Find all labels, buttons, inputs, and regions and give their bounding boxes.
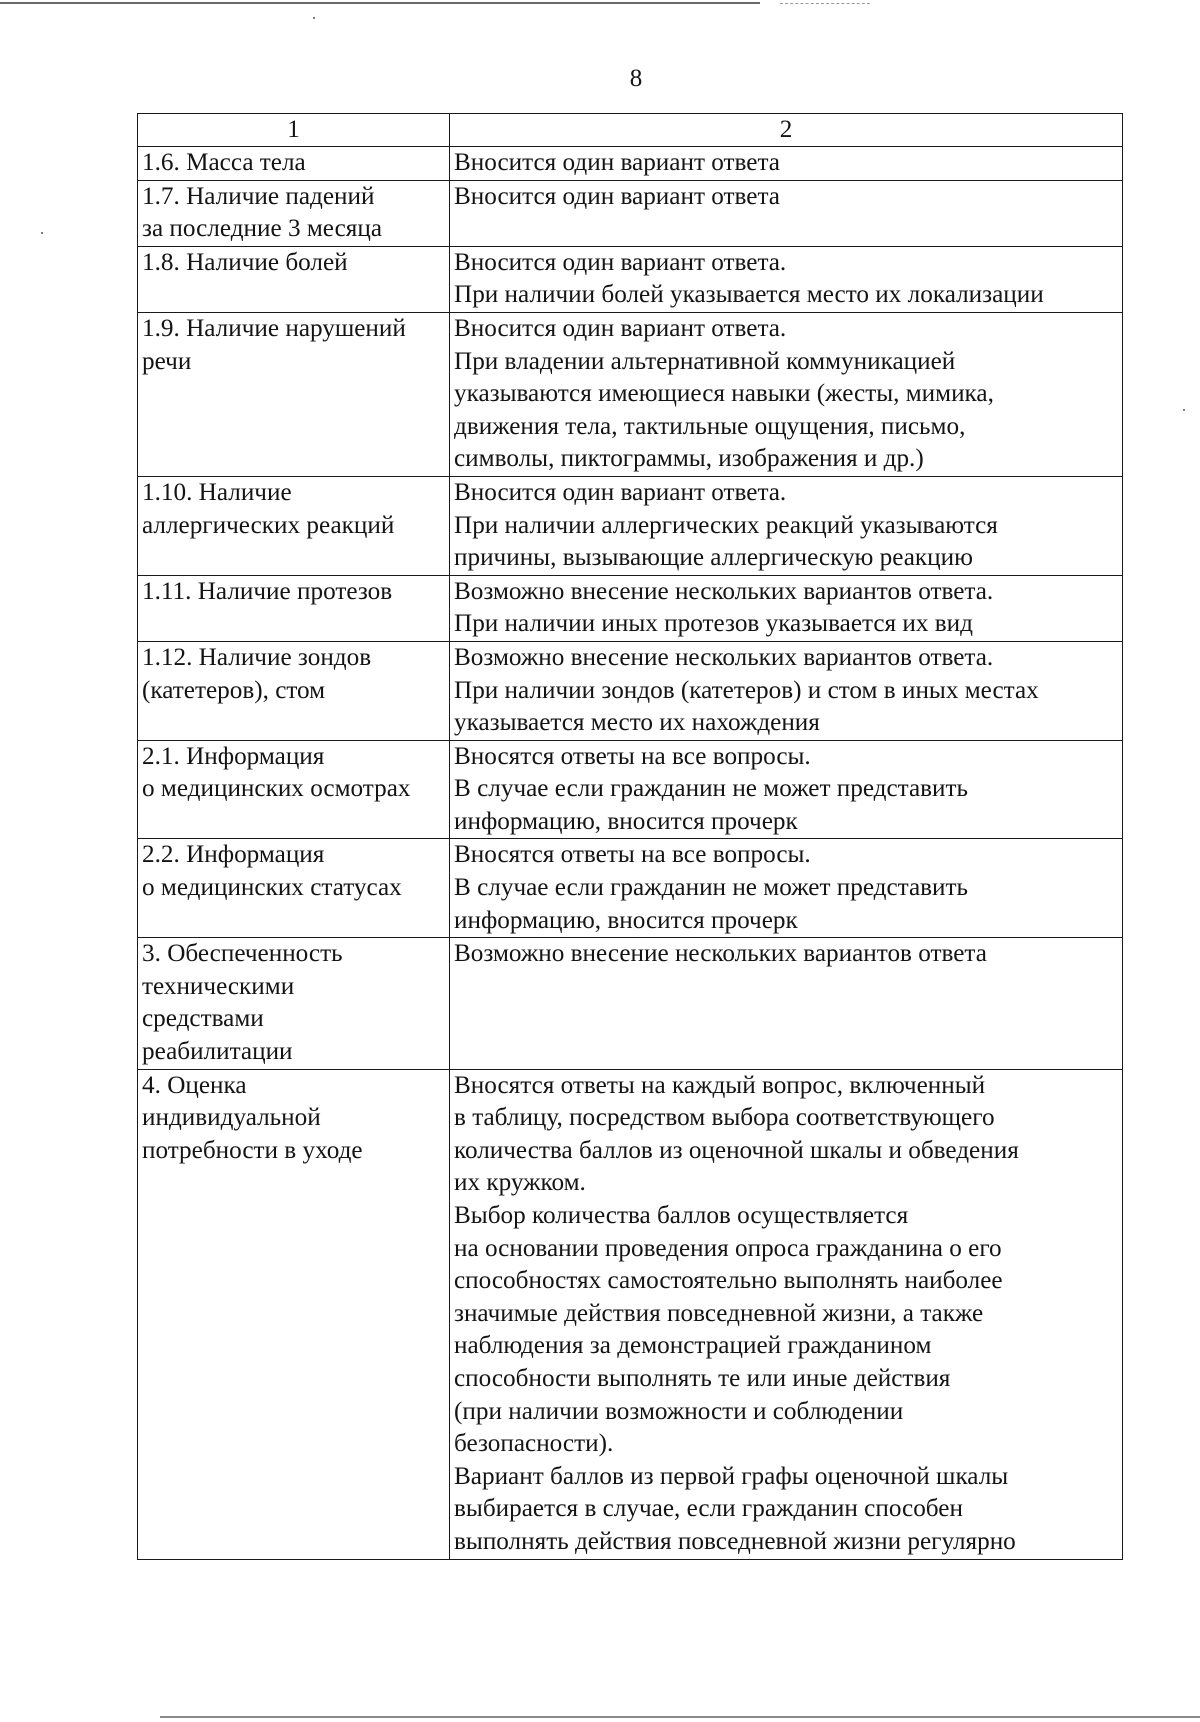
field-name-line: 4. Оценка <box>142 1071 247 1099</box>
instruction-cell <box>450 938 1123 1069</box>
table-row <box>138 575 1123 641</box>
field-name-line: 1.6. Масса тела <box>142 149 306 176</box>
instruction-line: безопасности). <box>454 1430 614 1458</box>
table-row <box>138 641 1123 740</box>
instruction-line: Вносятся ответы на каждый вопрос, включенный <box>454 1071 986 1099</box>
scan-speck <box>313 17 315 19</box>
field-name-cell <box>138 575 450 641</box>
instruction-line: способности выполнять те или иные действия <box>454 1364 951 1392</box>
instruction-line: способностях самостоятельно выполнять наиболее <box>454 1267 1003 1295</box>
instruction-line: Вносится один вариант ответа. <box>454 248 787 276</box>
instruction-line: количества баллов из оценочной шкалы и обведения <box>454 1136 1019 1164</box>
field-name-cell <box>138 1069 450 1559</box>
instruction-cell <box>450 641 1123 740</box>
instruction-line: Вариант баллов из первой графы оценочной шкалы <box>454 1462 1009 1490</box>
field-name-line: 2.2. Информация <box>142 841 325 869</box>
table-row <box>138 938 1123 1069</box>
field-name-cell <box>138 147 450 181</box>
instruction-line: выполнять действия повседневной жизни регулярно <box>454 1527 1016 1555</box>
instruction-line: Вносятся ответы на все вопросы. <box>454 742 811 770</box>
field-name-cell <box>138 839 450 938</box>
field-name-line: реабилитации <box>142 1038 293 1066</box>
top-scan-rule-right <box>780 3 870 4</box>
instruction-line: информацию, вносится прочерк <box>454 807 798 835</box>
instruction-line: В случае если гражданин не может представить <box>454 874 969 902</box>
instruction-line: Возможно внесение нескольких вариантов ответа. <box>454 643 994 671</box>
field-name-line: техническими <box>142 972 295 1000</box>
field-name-line: за последние 3 месяца <box>142 215 383 243</box>
column-header-1: 1 <box>138 114 450 147</box>
instruction-line: указываются имеющиеся навыки (жесты, мимика, <box>454 380 994 408</box>
field-name-line: 1.10. Наличие <box>142 478 292 506</box>
table-row <box>138 740 1123 839</box>
field-name-line: 1.11. Наличие протезов <box>142 577 393 605</box>
field-name-cell <box>138 312 450 476</box>
field-name-line: аллергических реакций <box>142 511 395 539</box>
instruction-cell <box>450 839 1123 938</box>
bottom-scan-rule <box>160 1716 1200 1718</box>
table-row <box>138 312 1123 476</box>
field-name-line: (катетеров), стом <box>142 676 326 704</box>
instruction-line: Вносится один вариант ответа <box>454 182 780 210</box>
instruction-line: информацию, вносится прочерк <box>454 906 798 934</box>
instruction-line: Вносятся ответы на все вопросы. <box>454 841 811 869</box>
instruction-line: При наличии иных протезов указывается их вид <box>454 610 973 638</box>
field-name-line: индивидуальной <box>142 1104 321 1132</box>
instruction-line: указывается место их нахождения <box>454 709 820 737</box>
table-row <box>138 180 1123 246</box>
instruction-cell <box>450 246 1123 312</box>
instruction-line: При наличии болей указывается место их локализации <box>454 281 1044 309</box>
instruction-line: символы, пиктограммы, изображения и др.) <box>454 445 924 473</box>
page-number: 8 <box>629 65 643 92</box>
instruction-line: в таблицу, посредством выбора соответствующего <box>454 1104 995 1132</box>
field-name-line: средствами <box>142 1005 264 1033</box>
instruction-line: значимые действия повседневной жизни, а также <box>454 1299 984 1327</box>
instruction-line: (при наличии возможности и соблюдении <box>454 1397 904 1425</box>
field-name-line: 1.12. Наличие зондов <box>142 643 372 671</box>
instruction-line: наблюдения за демонстрацией гражданином <box>454 1332 932 1360</box>
field-name-line: 1.8. Наличие болей <box>142 248 348 276</box>
field-name-cell <box>138 740 450 839</box>
instruction-line: При наличии зондов (катетеров) и стом в иных местах <box>454 676 1039 704</box>
top-scan-rule <box>0 2 760 4</box>
instruction-line: Вносится один вариант ответа. <box>454 314 787 342</box>
field-name-line: 3. Обеспеченность <box>142 940 343 968</box>
instruction-cell <box>450 1069 1123 1559</box>
instruction-cell <box>450 476 1123 575</box>
table-row <box>138 147 1123 181</box>
scan-speck <box>1183 409 1185 411</box>
instruction-cell <box>450 312 1123 476</box>
instruction-line: При наличии аллергических реакций указываются <box>454 511 998 539</box>
field-name-line: о медицинских осмотрах <box>142 775 411 803</box>
field-name-line: о медицинских статусах <box>142 874 402 902</box>
instruction-cell <box>450 575 1123 641</box>
instruction-line: Вносится один вариант ответа <box>454 149 780 176</box>
table-row <box>138 839 1123 938</box>
instruction-cell <box>450 740 1123 839</box>
table-row <box>138 1069 1123 1559</box>
table-header-row <box>138 114 1123 147</box>
instruction-line: Возможно внесение нескольких вариантов ответа. <box>454 577 994 605</box>
field-name-line: 2.1. Информация <box>142 742 325 770</box>
instruction-cell <box>450 180 1123 246</box>
field-name-line: 1.7. Наличие падений <box>142 182 375 210</box>
field-name-cell <box>138 641 450 740</box>
instruction-cell <box>450 147 1123 181</box>
field-name-line: 1.9. Наличие нарушений <box>142 314 406 342</box>
instruction-line: Вносится один вариант ответа. <box>454 478 787 506</box>
field-name-cell <box>138 246 450 312</box>
field-name-line: потребности в уходе <box>142 1136 363 1164</box>
column-header-2: 2 <box>450 114 1123 147</box>
instruction-line: Возможно внесение нескольких вариантов ответа <box>454 940 987 968</box>
instruction-line: Выбор количества баллов осуществляется <box>454 1202 909 1229</box>
instruction-line: на основании проведения опроса гражданина о его <box>454 1234 1002 1262</box>
field-name-cell <box>138 938 450 1069</box>
table-row <box>138 476 1123 575</box>
instruction-line: При владении альтернативной коммуникацией <box>454 347 956 375</box>
field-name-line: речи <box>142 347 192 375</box>
instruction-line: движения тела, тактильные ощущения, письмо, <box>454 412 966 440</box>
field-name-cell <box>138 180 450 246</box>
instruction-line: причины, вызывающие аллергическую реакцию <box>454 544 973 572</box>
table-row <box>138 246 1123 312</box>
instructions-table <box>137 113 1123 1560</box>
instruction-line: выбирается в случае, если гражданин способен <box>454 1495 963 1523</box>
field-name-cell <box>138 476 450 575</box>
scan-speck <box>41 232 43 234</box>
instruction-line: В случае если гражданин не может представить <box>454 775 969 803</box>
instruction-line: их кружком. <box>454 1169 586 1197</box>
